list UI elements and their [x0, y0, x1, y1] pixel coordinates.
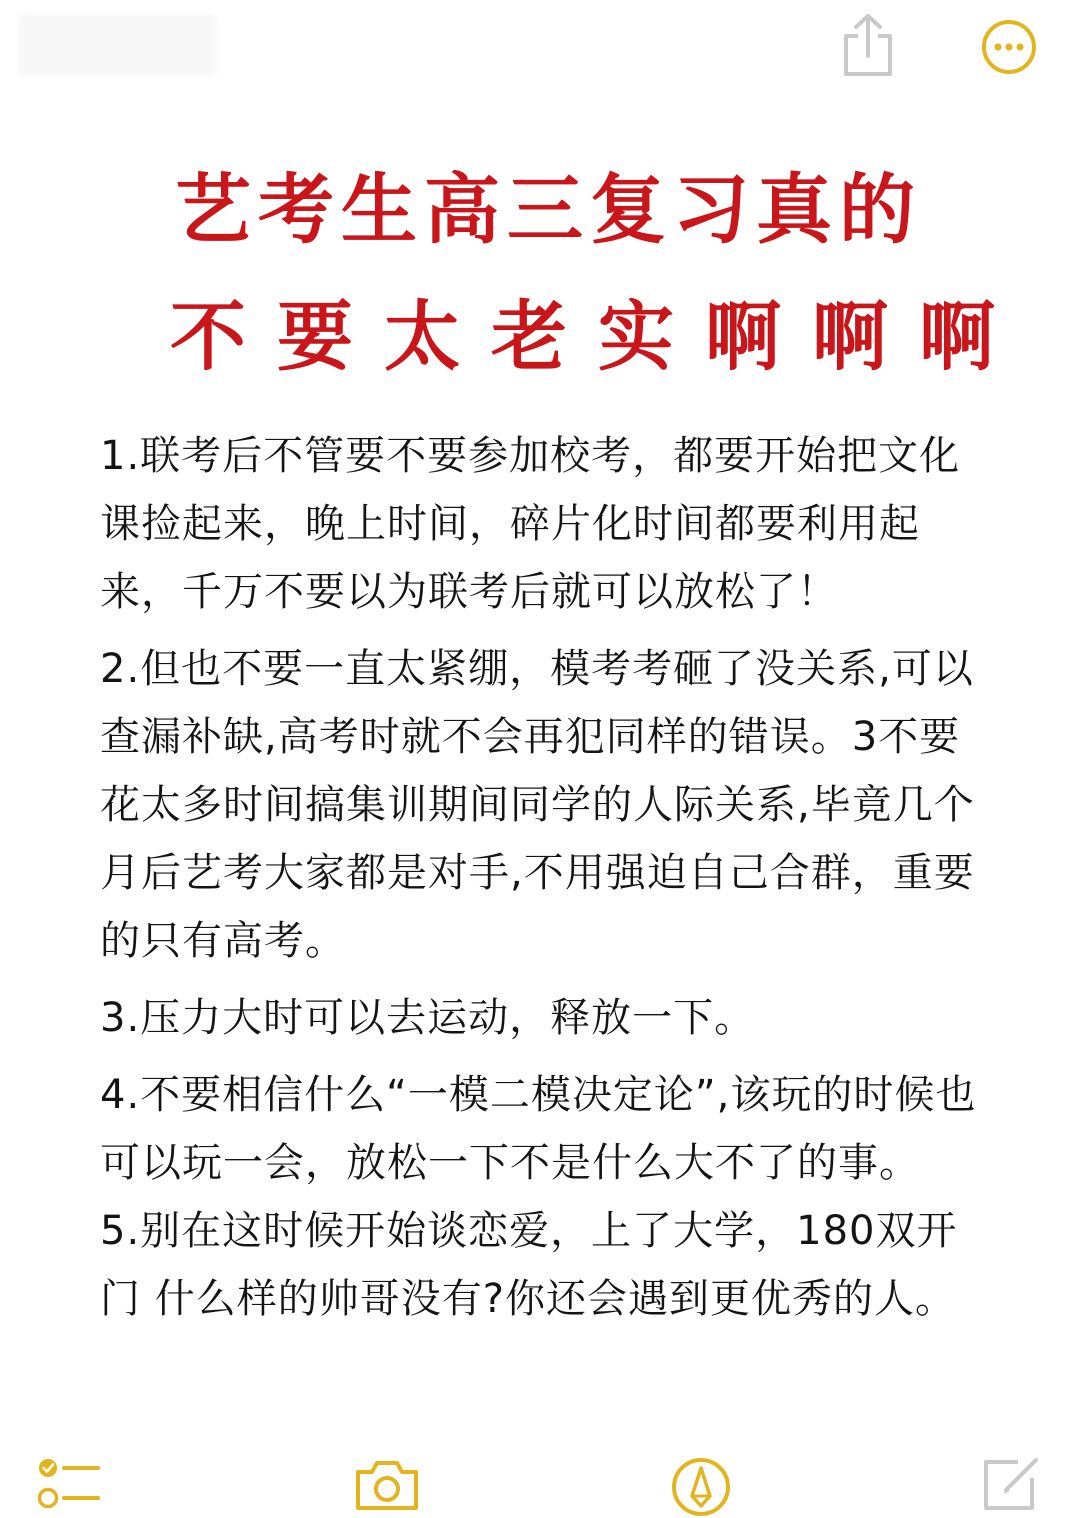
more-icon[interactable] — [980, 18, 1038, 76]
paragraph-5: 5.别在这时候开始谈恋爱，上了大学，180双开门 什么样的帅哥没有?你还会遇到更优秀的人。 — [100, 1208, 958, 1322]
paragraph-3: 3.压力大时可以去运动，释放一下。 — [100, 995, 756, 1041]
page-title-line-2: 不要太老实啊啊啊 — [170, 292, 1026, 381]
paragraph-4: 4.不要相信什么“一模二模决定论”,该玩的时候也可以玩一会，放松一下不是什么大不了的事。 — [100, 1072, 977, 1186]
paragraph-1: 1.联考后不管要不要参加校考，都要开始把文化课捡起来，晚上时间，碎片化时间都要利用起来，千万不要以为联考后就可以放松了！ — [100, 433, 961, 615]
camera-icon[interactable] — [352, 1460, 422, 1512]
checklist-icon[interactable] — [36, 1455, 102, 1511]
page-title-line-1: 艺考生高三复习真的 — [175, 165, 922, 254]
compose-icon[interactable] — [982, 1456, 1042, 1512]
paragraph-2: 2.但也不要一直太紧绷，模考考砸了没关系,可以查漏补缺,高考时就不会再犯同样的错误。3不要花太多时间搞集训期间同学的人际关系,毕竟几个月后艺考大家都是对手,不用强迫自己合群，重要的只有高考。 — [100, 646, 975, 964]
markup-pen-icon[interactable] — [670, 1456, 732, 1518]
share-icon[interactable] — [840, 12, 896, 78]
note-body[interactable] — [100, 422, 985, 1333]
blurred-header-area — [18, 14, 216, 76]
